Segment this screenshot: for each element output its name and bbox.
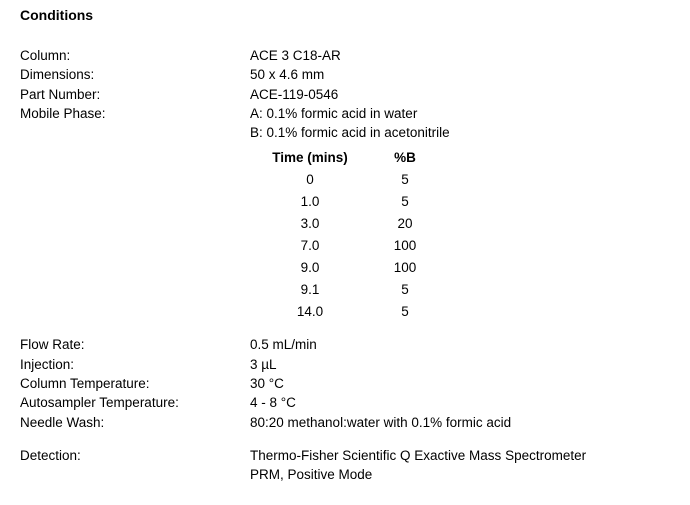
gradient-row — [250, 213, 690, 235]
condition-label: Mobile Phase: — [20, 105, 106, 121]
condition-label: Column: — [20, 48, 71, 63]
detection-mode: PRM, Positive Mode — [250, 467, 373, 483]
condition-row-needle-wash — [20, 413, 690, 432]
condition-value — [250, 104, 450, 143]
gradient-cell-time: 14.0 — [296, 304, 324, 320]
condition-label: Part Number: — [20, 86, 101, 102]
detection-section — [20, 446, 690, 485]
gradient-cell-time: 9.1 — [300, 282, 320, 298]
gradient-row — [250, 257, 690, 279]
gradient-cell-time: 7.0 — [300, 238, 320, 254]
gradient-row — [250, 279, 690, 301]
condition-value — [250, 446, 586, 485]
gradient-cell-time: 3.0 — [300, 216, 320, 232]
condition-row-detection — [20, 446, 690, 485]
gradient-row — [250, 235, 690, 257]
condition-label: Column Temperature: — [20, 376, 150, 392]
condition-label: Dimensions: — [20, 67, 95, 83]
condition-value: 30 °C — [250, 376, 284, 392]
condition-label: Needle Wash: — [20, 414, 105, 430]
condition-row-dimensions — [20, 65, 690, 84]
condition-row-injection — [20, 355, 690, 374]
gradient-header-time: Time (mins) — [272, 150, 348, 166]
gradient-row — [250, 191, 690, 213]
condition-value: 0.5 mL/min — [250, 337, 317, 353]
condition-value: 3 µL — [250, 356, 277, 372]
condition-row-part-number — [20, 85, 690, 104]
page-title: Conditions — [20, 7, 94, 23]
gradient-header-percent-b: %B — [394, 150, 416, 166]
condition-value: 80:20 methanol:water with 0.1% formic acid — [250, 414, 512, 430]
condition-row-column-temperature — [20, 374, 690, 393]
gradient-row — [250, 169, 690, 191]
condition-value: 50 x 4.6 mm — [250, 67, 325, 83]
gradient-cell-percent-b: 5 — [401, 194, 409, 210]
method-parameters-section — [20, 335, 690, 431]
gradient-cell-percent-b: 5 — [401, 304, 409, 320]
condition-row-column — [20, 46, 690, 65]
gradient-cell-percent-b: 20 — [397, 216, 413, 232]
gradient-cell-percent-b: 100 — [393, 238, 417, 254]
condition-label: Injection: — [20, 356, 75, 372]
gradient-cell-percent-b: 5 — [401, 282, 409, 298]
gradient-cell-percent-b: 100 — [393, 260, 417, 276]
mobile-phase-b: B: 0.1% formic acid in acetonitrile — [250, 125, 450, 141]
condition-row-mobile-phase — [20, 104, 690, 143]
condition-value: 4 - 8 °C — [250, 395, 296, 411]
condition-value: ACE-119-0546 — [250, 86, 339, 102]
gradient-table-header — [250, 147, 690, 169]
condition-label: Autosampler Temperature: — [20, 395, 179, 411]
condition-row-autosampler-temperature — [20, 393, 690, 412]
gradient-table — [250, 147, 690, 323]
gradient-cell-time: 9.0 — [300, 260, 320, 276]
mobile-phase-a: A: 0.1% formic acid in water — [250, 105, 418, 121]
detection-instrument: Thermo-Fisher Scientific Q Exactive Mass Spectrometer — [250, 447, 587, 463]
gradient-row — [250, 301, 690, 323]
gradient-cell-percent-b: 5 — [401, 172, 409, 188]
conditions-document — [0, 8, 690, 485]
gradient-cell-time: 0 — [306, 172, 314, 188]
column-info-section — [20, 46, 690, 142]
condition-label: Detection: — [20, 447, 81, 463]
condition-value: ACE 3 C18-AR — [250, 48, 341, 63]
condition-row-flow-rate — [20, 335, 690, 354]
gradient-cell-time: 1.0 — [300, 194, 320, 210]
condition-label: Flow Rate: — [20, 337, 85, 353]
